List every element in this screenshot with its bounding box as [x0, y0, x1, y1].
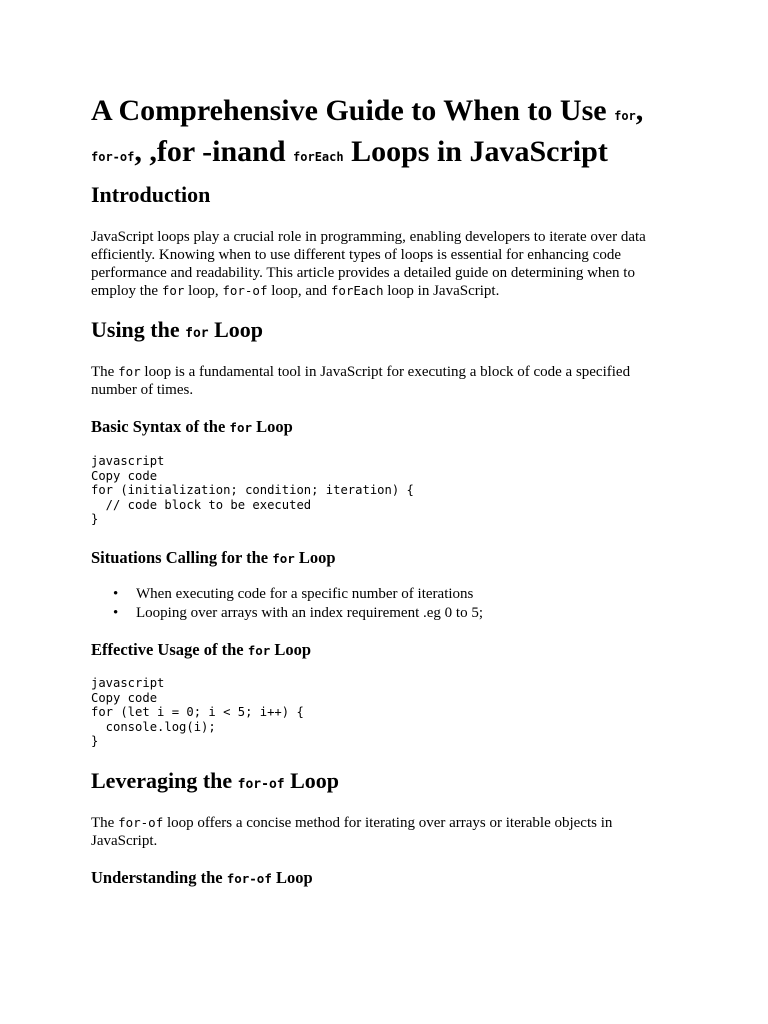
bullet-icon: •: [113, 604, 119, 621]
for-of-loop-heading: Leveraging the for-of Loop: [91, 768, 340, 793]
inline-code: for-of: [118, 815, 164, 830]
for-syntax-code-block: javascript Copy code for (initialization; condition; iteration) { // code block to be executed }: [91, 454, 414, 527]
for-usage-code-block: javascript Copy code for (let i = 0; i < 5; i++) { console.log(i); }: [91, 676, 304, 749]
for-situations-heading: Situations Calling for the for Loop: [91, 548, 336, 567]
for-of-paragraph: The for-of loop offers a concise method for iterating over arrays or iterable objects in JavaScript.: [91, 815, 613, 849]
title-code-foreach: forEach: [293, 150, 344, 164]
inline-code: for-of: [226, 871, 272, 886]
title-text: , ,for -inand: [134, 135, 294, 168]
inline-code: forEach: [330, 283, 384, 298]
inline-code: for: [247, 643, 271, 658]
for-syntax-heading: Basic Syntax of the for Loop: [91, 417, 293, 436]
bullet-icon: •: [113, 586, 119, 602]
for-situations-list: [91, 585, 483, 622]
title-code-for-of: for-of: [91, 150, 135, 164]
list-item: • When executing code for a specific number of iterations: [113, 586, 474, 602]
page-title: [91, 93, 681, 175]
intro-paragraph: JavaScript loops play a crucial role in programming, enabling developers to iterate over data efficiently. Knowing when to use different types of loops is essential for enhancing code performance and readability. This article provides a detailed guide on determining when to employ the for loop, for-of loop, and forEach loop in JavaScript.: [91, 229, 646, 299]
intro-heading: Introduction: [91, 182, 211, 207]
for-of-understanding-heading: Understanding the for-of Loop: [91, 868, 313, 887]
list-item: • Looping over arrays with an index requirement .eg 0 to 5;: [113, 604, 483, 621]
inline-code: for: [272, 551, 295, 566]
title-text: Loops in JavaScript: [343, 135, 608, 168]
for-loop-paragraph: The for loop is a fundamental tool in JavaScript for executing a block of code a specified number of times.: [91, 364, 631, 398]
inline-code: for: [118, 364, 141, 379]
inline-code: for-of: [222, 283, 268, 298]
inline-code: for-of: [237, 777, 285, 792]
title-code-for: for: [614, 109, 636, 123]
for-usage-heading: Effective Usage of the for Loop: [91, 640, 312, 659]
inline-code: for: [161, 283, 185, 298]
inline-code: for: [185, 326, 209, 341]
for-loop-heading: Using the for Loop: [91, 317, 264, 342]
title-text: A Comprehensive Guide to When to Use: [91, 94, 615, 127]
inline-code: for: [229, 420, 252, 435]
title-text: ,: [635, 94, 644, 127]
